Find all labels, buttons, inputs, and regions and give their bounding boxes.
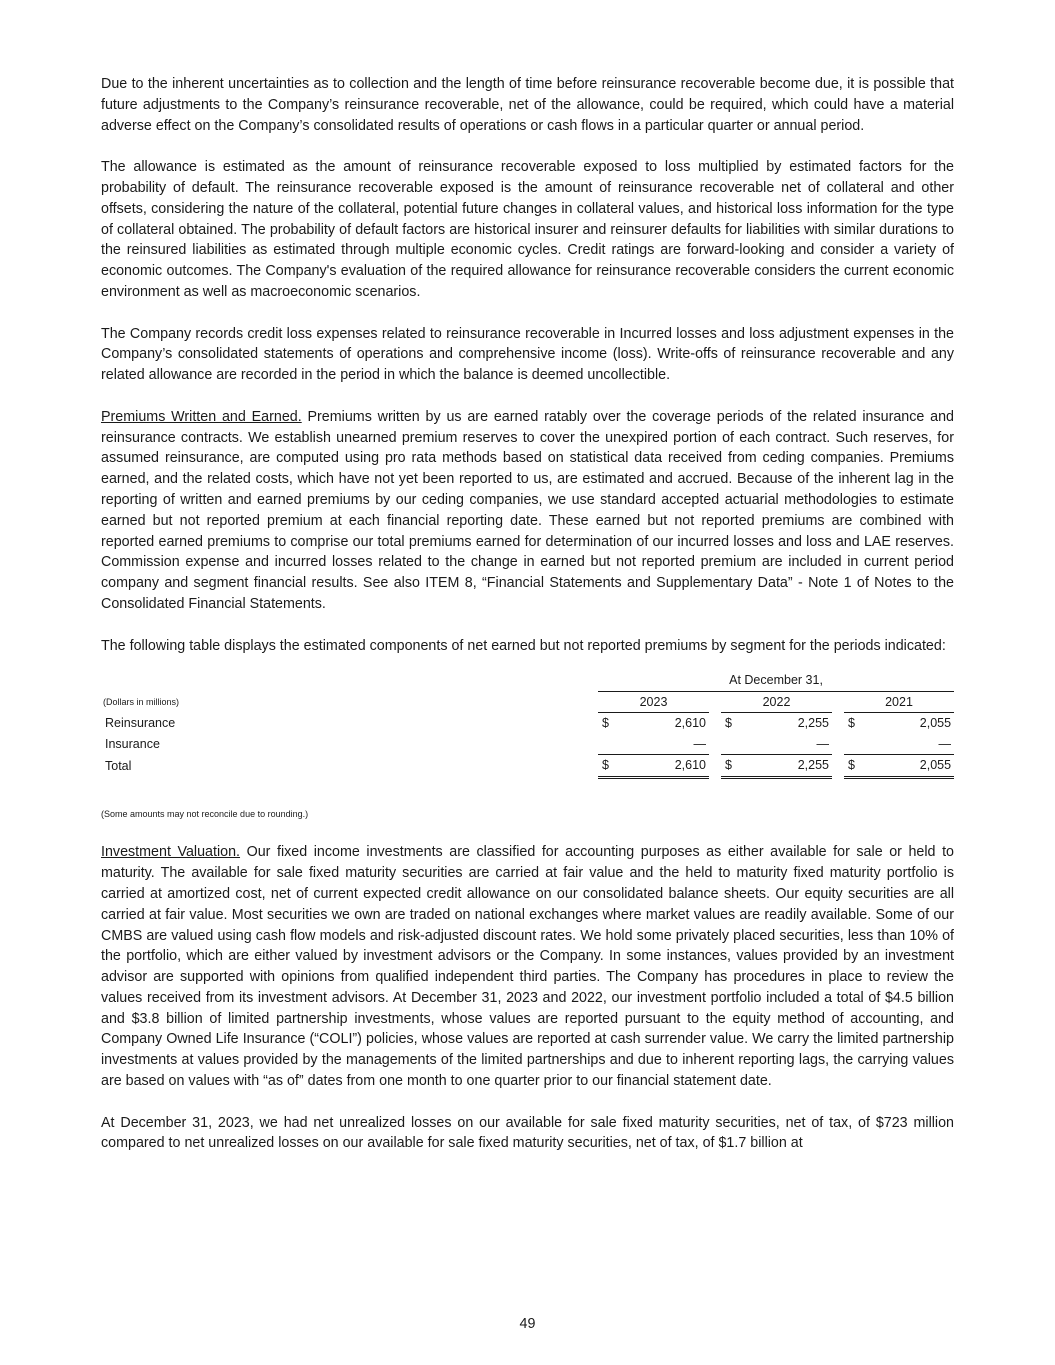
paragraph-table-intro: The following table displays the estimated components of net earned but not reported premiums by segment for the periods indicated:: [101, 637, 946, 654]
table-cell: 2,055: [919, 716, 952, 731]
table-cell: 2,255: [797, 716, 829, 731]
column-header-year: 2023: [598, 691, 709, 713]
currency-symbol: $: [598, 755, 616, 778]
table-caption-row: [101, 670, 954, 691]
row-label: Reinsurance: [105, 716, 176, 731]
document-page: [101, 74, 954, 1175]
section-heading-investment-valuation: Investment Valuation.: [101, 844, 241, 861]
currency-symbol: $: [725, 716, 732, 731]
table-total-row: [101, 755, 954, 778]
table-cell: 2,255: [739, 755, 832, 778]
table-caption: At December 31,: [598, 670, 954, 691]
table-cell: —: [739, 734, 832, 755]
currency-symbol: $: [602, 716, 609, 731]
paragraph-investment-body: Our fixed income investments are classified for accounting purposes as either available for sale or held to maturity. The available for sale fixed maturity securities are carried at fair value and the held to maturity fixed maturity portfolio is carried at amortized cost, net of current expected credit allowance on our consolidated balance sheets. Our equity securities are all carried at fair value. Most securities we own are traded on national exchanges where market values are readily available. Some of our CMBS are valued using cash flow models and risk-adjusted discount rates. We hold some privately placed securities, less than 10% of the portfolio, which are either valued by investment advisors or the Company. In some instances, values provided by an investment advisor are supported with opinions from qualified independent third parties. The Company has procedures in place to review the values received from its investment advisors. At December 31, 2023 and 2022, our investment portfolio included a total of $4.5 billion and $3.8 billion of limited partnership investments, whose values are reported pursuant to the equity method of accounting, and Company Owned Life Insurance (“COLI”) policies, whose values are reported at cash surrender value. We carry the limited partnership investments at values provided by the managements of the limited partnerships and due to inherent reporting lags, the carrying values are based on values with “as of” dates from one month to one quarter prior to our financial statement date.: [101, 844, 954, 1090]
table-header-row: [101, 691, 954, 713]
currency-symbol: $: [844, 755, 862, 778]
ebnr-premiums-table: [101, 670, 954, 779]
table-cell: —: [616, 734, 709, 755]
table-unit-label: (Dollars in millions): [103, 696, 180, 707]
column-header-year: 2021: [844, 691, 954, 713]
table-footnote: (Some amounts may not reconcile due to rounding.): [101, 809, 309, 820]
table-row: [101, 734, 954, 755]
table-cell: —: [862, 734, 954, 755]
paragraph-premiums-written-earned: [101, 407, 954, 615]
currency-symbol: $: [721, 755, 739, 778]
section-heading-premiums: Premiums Written and Earned.: [101, 408, 302, 425]
table-cell: 2,055: [862, 755, 954, 778]
table-row: [101, 713, 954, 734]
ebnr-table-container: [101, 670, 954, 800]
paragraph-premiums-body: Premiums written by us are earned ratably over the coverage periods of the related insurance and reinsurance contracts. We establish unearned premium reserves to cover the unexpired portion of each contract. Such reserves, for assumed reinsurance, are computed using pro rata methods based on statistical data received from ceding companies. Premiums earned, and the related costs, which have not yet been reported to us, are estimated and accrued. Because of the inherent lag in the reporting of written and earned premiums by our ceding companies, we use standard accepted actuarial methodologies to estimate earned but not reported premium at each financial reporting date. These earned but not reported premiums are combined with reported earned premiums to comprise our total premiums earned for determination of our incurred losses and loss and LAE reserves. Commission expense and incurred losses related to the change in earned but not reported premium are included in current period company and segment financial results. See also ITEM 8, “Financial Statements and Supplementary Data” - Note 1 of Notes to the Consolidated Financial Statements.: [101, 408, 954, 612]
row-label: Insurance: [105, 737, 160, 752]
paragraph-unrealized-losses: At December 31, 2023, we had net unrealized losses on our available for sale fixed maturity securities, net of tax, of $723 million compared to net unrealized losses on our available for sale fixed maturity securities, net of tax, of $1.7 billion at: [101, 1114, 954, 1152]
table-cell: 2,610: [674, 716, 706, 731]
paragraph-credit-loss-expenses: The Company records credit loss expenses related to reinsurance recoverable in Incurred losses and loss adjustment expenses in the Company’s consolidated statements of operations and comprehensive income (loss). Write-offs of reinsurance recoverable and any related allowance are recorded in the period in which the balance is deemed uncollectible.: [101, 325, 954, 384]
paragraph-allowance-estimation: The allowance is estimated as the amount of reinsurance recoverable exposed to loss multiplied by estimated factors for the probability of default. The reinsurance recoverable exposed is the amount of reinsurance recoverable net of collateral and other offsets, considering the nature of the collateral, potential future changes in collateral values, and historical loss information for the type of collateral obtained. The probability of default factors are historical insurer and reinsurer defaults for liabilities with similar durations to the reinsured liabilities as estimated through multiple economic cycles. Credit ratings are forward-looking and consider a variety of economic outcomes. The Company's evaluation of the required allowance for reinsurance recoverable considers the current economic environment as well as macroeconomic scenarios.: [101, 159, 954, 300]
row-label: Total: [105, 758, 132, 773]
table-cell: 2,610: [616, 755, 709, 778]
page-number: 49: [519, 1316, 536, 1332]
column-header-year: 2022: [721, 691, 832, 713]
paragraph-collection-uncertainty: Due to the inherent uncertainties as to collection and the length of time before reinsurance recoverable become due, it is possible that future adjustments to the Company’s reinsurance recoverable, net of the allowance, could be required, which could have a material adverse effect on the Company’s consolidated results of operations or cash flows in a particular quarter or annual period.: [101, 76, 954, 134]
paragraph-investment-valuation: [101, 842, 954, 1092]
currency-symbol: $: [848, 716, 855, 731]
